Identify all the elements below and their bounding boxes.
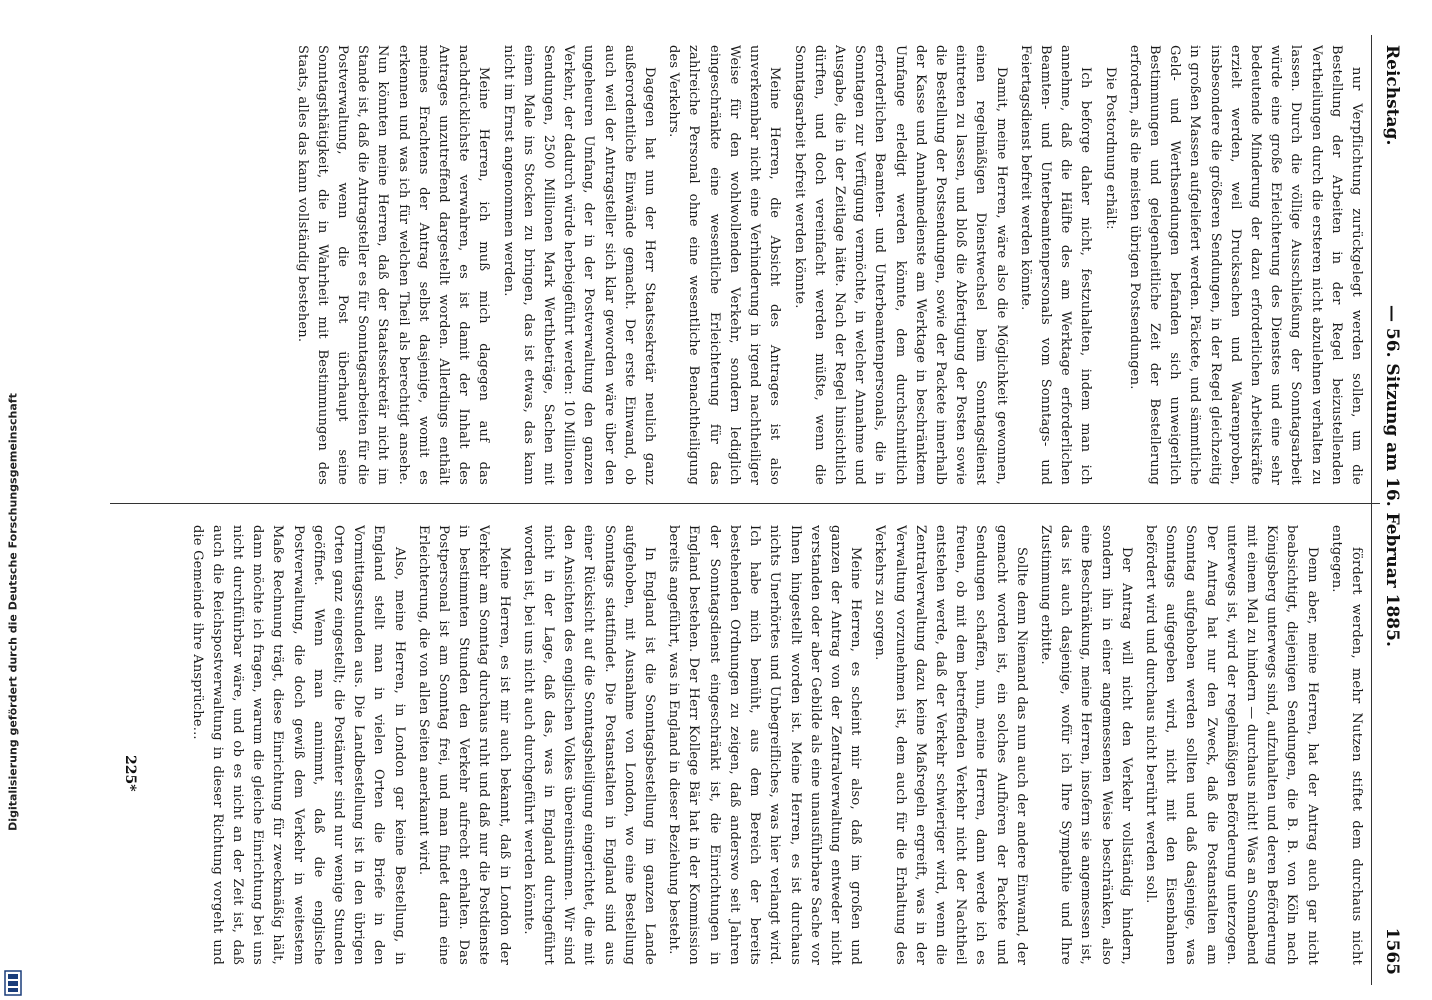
paragraph: In England ist die Sonntagsbestellung im ganzen Lande aufgehoben, mit Ausnahme von London, wo eine Bestellung Sonntags stattfindet. Die Postanstalten in England sind aus einer Rücksicht auf die Sonntagsheiligung eingerichtet, die mit den Ansichten des englischen Volkes übereinstimmen. Wir sind nicht in der Lage, daß das, was in England durchgeführt worden ist, bei uns nicht auch durchgeführt werden könnte.: [520, 525, 658, 965]
page-content: [100, 15, 1410, 1000]
header-rule: [1371, 35, 1372, 985]
paragraph: Die Postordnung erhält:: [1102, 67, 1118, 230]
text-column-left: [116, 45, 1366, 485]
column-divider: [110, 503, 1380, 504]
paragraph: nur Verpflichtung zurückgelegt werden sollen, um die Bestellung der Arbeiten in der Regel beizustellenden Vertheilungen durch die ersteren nicht abzulehnen verhalten zu lassen. Durch die völlige Ausschließung der Sonntagsarbeit würde eine große Erleichterung des Dienstes und eine sehr bedeutende Minderung der dazu erforderlichen Arbeitskräfte erzielt werden, weil Drucksachen und Waarenproben, insbesondere die größeren Sendungen, in der Regel gleichzeitig in großen Massen aufgeliefert werden. Päckete, und sämmtliche Geld- und Werthsendungen befanden sich unweigerlich Bestimmungen und gelegenheitliche Zeit der Bestellerung erfordern, als die meisten übrigen Postsendungen.: [1126, 45, 1364, 485]
scanned-page: [100, 15, 1410, 1000]
paragraph: Dagegen hat nun der Herr Staatssekretär neulich ganz außerordentliche Einwände gemacht. Der erste Einwand, ob auch weil der Antragsteller sich klar geworden wäre über den ungeheuren Umfang, der in der Postverwaltung den ganzen Verkehr, der dadurch würde herbeigeführt werden: 10 Millionen Sendungen, 2500 Millionen Mark Werthbeträge, Sachen mit einem Male ins Stocken zu bringen, das ist etwas, das kann nicht im Ernst angenommen werden.: [500, 45, 658, 485]
header-session: — 56. Sitzung am 16. Februar 1885.: [1382, 305, 1402, 647]
signature-mark: 225*: [122, 755, 138, 792]
header-title: Reichstag.: [1382, 45, 1402, 146]
paragraph: Ich beforge daher nicht, festzuhalten, indem man ich annehme, daß die Hälfte des am Werktage erforderlichen Beamten- und Unterbeamtenpersonals vom Sonntags- und Feiertagsdienst befreit werden könnte.: [1017, 45, 1094, 485]
digitization-credit-text: Digitalisierung gefördert durch die Deutsche Forschungsgemeinschaft: [6, 393, 20, 831]
paragraph: Sollte denn Niemand das nun auch der andere Einwand, der gemacht worden ist, ein solches Aufhören der Packete und Sendungen schaffen, nun, meine Herren, dann werde ich es freuen, ob mit dem betreffenden Verkehr nicht der Nachtheil entstehen werde, daß der Verkehr schwieriger wird, wenn die Zentralverwaltung dazu keine Maßregeln ergreift, was in der Verwaltung vorzunehmen ist, dem auch für die Erhaltung des Verkehrs zu sorgen.: [872, 525, 1029, 965]
digitization-credit-strip: [0, 0, 26, 1000]
paragraph: fördert werden, mehr Nutzen stiftet dem durchaus nicht entgegen.: [1328, 525, 1364, 965]
running-header: [1370, 45, 1410, 975]
paragraph: Denn aber, meine Herren, hat der Antrag auch gar nicht beabsichtigt, diejenigen Sendungen, die B. B. von Köln nach Königsberg unterwegs sind, aufzuhalten und deren Beförderung mit einem Mal zu hindern — durchaus nicht! Was an Sonnabend unterwegs ist, wird der regelmäßigen Beförderung unterzogen. Der Antrag hat nur den Zweck, daß die Postanstalten am Sonntag aufgehoben werden sollten und daß dasjenige, was Sonntags aufgegeben wird, nicht mit den Eisenbahnen befördert wird und durchaus nicht berührt werden soll.: [1142, 525, 1320, 965]
paragraph: Damit, meine Herren, wäre also die Möglichkeit gewonnen, einen regelmäßigen Dienstwechsel beim Sonntagsdienst eintreten zu lassen, und bloß die Abfertigung der Posten sowie die Bestellung der Postsendungen, sowie der Packete innerhalb der Kasse und Annahmedienste am Werktage in beschränktem Umfange erledigt werden könnte, dem durchschnittlich erforderlichen Beamten- und Unterbeamtenpersonals, die in Sonntagen zur Verfügung vermöchte, in welcher Annahme und Ausgabe, die in der Zeitlage hätte. Nach der Regel hinsichtlich dürften, und doch vereinfacht werden müßte, wenn die Sonntagsarbeit befreit werden könnte.: [791, 45, 1009, 485]
paragraph: Der Antrag will nicht den Verkehr vollständig hindern, sondern ihn in einer angemessenen Weise beschränken, also eine Beschränkung, meine Herren, insofern sie angemessen ist, das ist auch dasjenige, wofür ich Ihre Sympathie und Ihre Zustimmung erbitte.: [1037, 525, 1134, 965]
paragraph: Also, meine Herren, in London gar keine Bestellung, in England stellt man in vielen Orten die Briefe in den Vormittagsstunden aus. Die Landbestellung ist in den übrigen Orten ganz eingestellt; die Postämter sind nur wenige Stunden geöffnet. Wenn man annimmt, daß die englische Postverwaltung, die doch gewiß dem Verkehr in weitestem Maße Rechnung trägt, diese Einrichtung für zweckmäßig hält, dann möchte ich fragen, warum die gleiche Einrichtung bei uns nicht durchführbar wäre, und ob es nicht an der Zeit ist, daß auch die Reichspostverwaltung in dieser Richtung vorgeht und die Gemeinde ihre Ansprüche...: [189, 525, 407, 965]
paragraph: Meine Herren, ich muß mich dagegen auf das nachdrücklichste verwahren, es ist damit der Inhalt des Antrages unzutreffend dargestellt worden. Allerdings enthält meines Erachtens der Antrag selbst dasjenige, womit es erkennen und was ich für welchen Theil als berechtigt ansehe. Nun könnten meine Herren, daß der Staatssekretär nicht im Stande ist, daß die Antragsteller es für Sonntagsarbeiten für die Postverwaltung, wenn die Post überhaupt seine Sonntagsthätigkeit, die in Wahrheit mit Bestimmungen des Staats, alles das kann vollständig bestehen.: [294, 45, 492, 485]
page-number: 1565: [1382, 927, 1402, 975]
paragraph: Meine Herren, die Absicht des Antrages ist also unverkennbar nicht eine Verhinderung in irgend nachtheiliger Weise für den wohlwollenden Verkehr, sondern lediglich eingeschränkte eine wesentliche Erleichterung für das zahlreiche Personal ohne eine wesentliche Benachtheiligung des Verkehrs.: [666, 45, 783, 485]
paragraph: Meine Herren, es scheint mir also, daß im großen und ganzen der Antrag von der Zentralverwaltung entweder nicht verstanden oder aber Gebilde als eine unausführbare Sache vor Ihnen hingestellt worden ist. Meine Herren, es ist durchaus nichts Unerhörtes und Unbegreifliches, was hier verlangt wird. Ich habe mich bemüht, aus dem Bereich der bereits bestehenden Ordnungen zu zeigen, daß anderswo seit Jahren der Sonntagsdienst eingeschränkt ist, die Einrichtungen in England bestehen. Der Herr Kollege Bär hat in der Kommission bereits angeführt, was in England in dieser Beziehung besteht.: [666, 525, 864, 965]
paragraph: Meine Herren, es ist mir auch bekannt, daß in London der Verkehr am Sonntag durchaus ruht und daß nur die Postdienste in bestimmten Stunden den Verkehr aufrecht erhalten. Das Postpersonal ist am Sonntag frei, und man findet darin eine Erleichterung, die von allen Seiten anerkannt wird.: [415, 525, 512, 965]
dfg-logo-icon: [4, 970, 22, 996]
text-column-right: [116, 525, 1366, 965]
